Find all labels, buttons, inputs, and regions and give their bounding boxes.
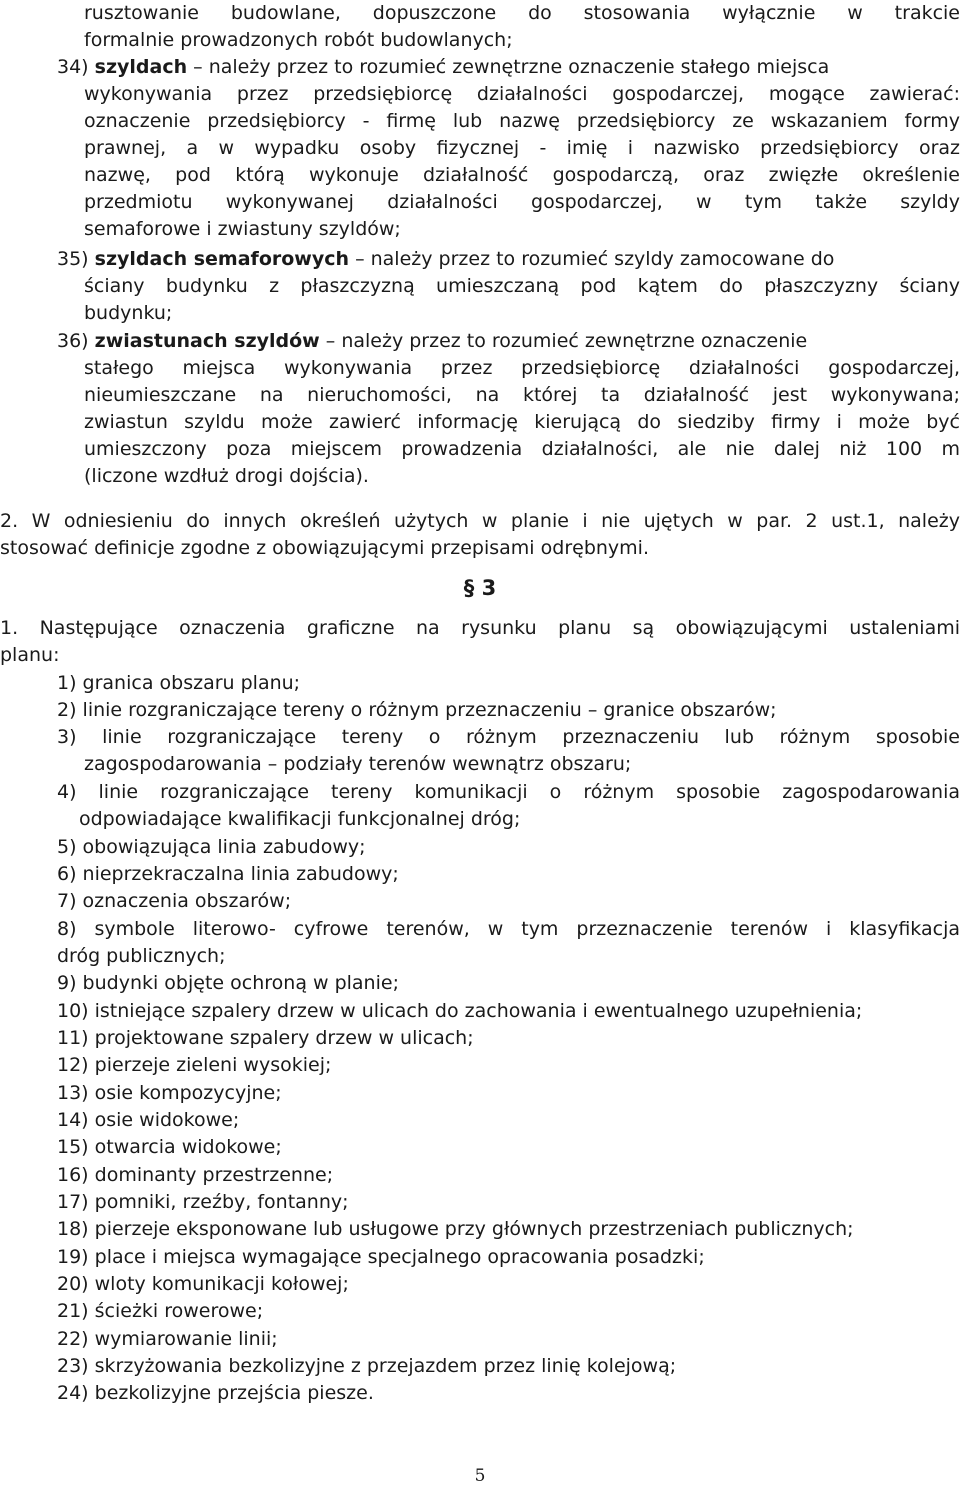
list-item: 18) pierzeje eksponowane lub usługowe przy głównych przestrzeniach publicznych; xyxy=(57,1218,854,1240)
text-line: przedmiotu wykonywanej działalności gospodarczej, w tym także szyldy xyxy=(84,191,960,213)
list-item: 4) linie rozgraniczające tereny komunikacji o różnym sposobie zagospodarowania xyxy=(57,781,960,803)
definition-number: 35) xyxy=(57,248,89,270)
definition-number: 34) xyxy=(57,56,89,78)
text-line: wykonywania przez przedsiębiorcę działalności gospodarczej, mogące zawierać: xyxy=(84,83,960,105)
list-item: 11) projektowane szpalery drzew w ulicach; xyxy=(57,1027,474,1049)
text-line: oznaczenie przedsiębiorcy - firmę lub nazwę przedsiębiorcy ze wskazaniem formy xyxy=(84,110,960,132)
text-line: formalnie prowadzonych robót budowlanych; xyxy=(84,29,513,51)
text-line: ściany budynku z płaszczyzną umieszczaną pod kątem do płaszczyzny ściany xyxy=(84,275,960,297)
definition-number: 36) xyxy=(57,330,89,352)
definition-term: szyldach semaforowych xyxy=(94,248,350,270)
list-item: 2) linie rozgraniczające tereny o różnym przeznaczeniu – granice obszarów; xyxy=(57,699,777,721)
section-3-intro-line: planu: xyxy=(0,644,60,666)
list-item: 6) nieprzekraczalna linia zabudowy; xyxy=(57,863,399,885)
list-item-continuation: zagospodarowania – podziały terenów wewnątrz obszaru; xyxy=(84,753,632,775)
paragraph-2-line: stosować definicje zgodne z obowiązującymi przepisami odrębnymi. xyxy=(0,537,649,559)
list-item: 7) oznaczenia obszarów; xyxy=(57,890,292,912)
list-item: 24) bezkolizyjne przejścia piesze. xyxy=(57,1382,374,1404)
text-line: prawnej, a w wypadku osoby fizycznej - imię i nazwisko przedsiębiorcy oraz xyxy=(84,137,960,159)
list-item: 17) pomniki, rzeźby, fontanny; xyxy=(57,1191,349,1213)
definition-35-first-line xyxy=(57,246,960,273)
list-item-continuation: dróg publicznych; xyxy=(57,945,226,967)
list-item: 8) symbole literowo- cyfrowe terenów, w tym przeznaczenie terenów i klasyfikacja xyxy=(57,918,960,940)
definition-term: szyldach xyxy=(94,56,188,78)
definition-34-first-line xyxy=(57,54,960,81)
page-number: 5 xyxy=(474,1466,486,1486)
list-item: 5) obowiązująca linia zabudowy; xyxy=(57,836,366,858)
text-line: nazwę, pod którą wykonuje działalność gospodarczą, oraz zwięzłe określenie xyxy=(84,164,960,186)
list-item: 9) budynki objęte ochroną w planie; xyxy=(57,972,399,994)
text-line: rusztowanie budowlane, dopuszczone do stosowania wyłącznie w trakcie xyxy=(84,2,960,24)
list-item: 15) otwarcia widokowe; xyxy=(57,1136,282,1158)
list-item: 16) dominanty przestrzenne; xyxy=(57,1164,334,1186)
list-item: 21) ścieżki rowerowe; xyxy=(57,1300,264,1322)
list-item: 1) granica obszaru planu; xyxy=(57,672,301,694)
section-3-intro-line: 1. Następujące oznaczenia graficzne na rysunku planu są obowiązującymi ustaleniami xyxy=(0,617,960,639)
list-item: 12) pierzeje zieleni wysokiej; xyxy=(57,1054,332,1076)
definition-text: – należy przez to rozumieć szyldy zamocowane do xyxy=(355,248,835,270)
list-item: 3) linie rozgraniczające tereny o różnym przeznaczeniu lub różnym sposobie xyxy=(57,726,960,748)
paragraph-2-line: 2. W odniesieniu do innych określeń użytych w planie i nie ujętych w par. 2 ust.1, należy xyxy=(0,510,960,532)
list-item: 10) istniejące szpalery drzew w ulicach do zachowania i ewentualnego uzupełnienia; xyxy=(57,1000,863,1022)
list-item-continuation: odpowiadające kwalifikacji funkcjonalnej dróg; xyxy=(79,808,521,830)
text-line: stałego miejsca wykonywania przez przedsiębiorcę działalności gospodarczej, xyxy=(84,357,960,379)
text-line: (liczone wzdłuż drogi dojścia). xyxy=(84,465,369,487)
definition-36-first-line xyxy=(57,328,960,355)
text-line: umieszczony poza miejscem prowadzenia działalności, ale nie dalej niż 100 m xyxy=(84,438,960,460)
text-line: budynku; xyxy=(84,302,173,324)
definition-term: zwiastunach szyldów xyxy=(94,330,320,352)
text-line: nieumieszczane na nieruchomości, na której ta działalność jest wykonywana; xyxy=(84,384,960,406)
section-heading: § 3 xyxy=(463,576,497,600)
list-item: 13) osie kompozycyjne; xyxy=(57,1082,282,1104)
list-item: 19) place i miejsca wymagające specjalnego opracowania posadzki; xyxy=(57,1246,705,1268)
text-line: zwiastun szyldu może zawierć informację kierującą do siedziby firmy i może być xyxy=(84,411,960,433)
list-item: 23) skrzyżowania bezkolizyjne z przejazdem przez linię kolejową; xyxy=(57,1355,677,1377)
definition-text: – należy przez to rozumieć zewnętrzne oznaczenie xyxy=(325,330,808,352)
list-item: 22) wymiarowanie linii; xyxy=(57,1328,278,1350)
list-item: 14) osie widokowe; xyxy=(57,1109,240,1131)
definition-text: – należy przez to rozumieć zewnętrzne oznaczenie stałego miejsca xyxy=(193,56,830,78)
text-line: semaforowe i zwiastuny szyldów; xyxy=(84,218,401,240)
list-item: 20) wloty komunikacji kołowej; xyxy=(57,1273,349,1295)
